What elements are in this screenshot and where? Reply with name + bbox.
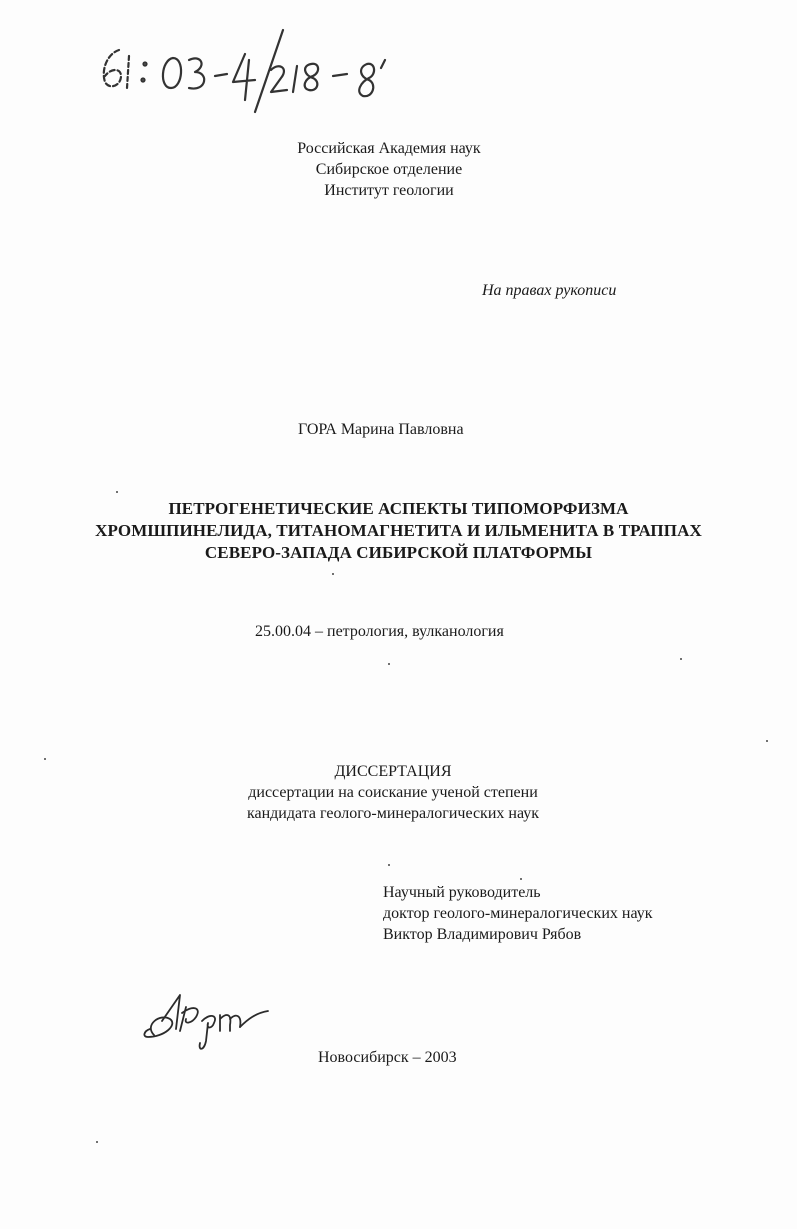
scan-speck bbox=[680, 658, 682, 660]
title-line-3: СЕВЕРО-ЗАПАДА СИБИРСКОЙ ПЛАТФОРМЫ bbox=[204, 543, 593, 562]
dissertation-degree: кандидата геолого-минералогических наук bbox=[246, 805, 540, 822]
scan-speck bbox=[388, 663, 390, 665]
institution-name: Институт геологии bbox=[324, 182, 454, 199]
scan-speck bbox=[388, 864, 390, 866]
title-line-2: ХРОМШПИНЕЛИДА, ТИТАНОМАГНЕТИТА И ИЛЬМЕНИТА В ТРАППАХ bbox=[95, 521, 702, 540]
scan-speck bbox=[520, 878, 522, 880]
institution-academy: Российская Академия наук bbox=[297, 140, 481, 157]
scan-speck bbox=[332, 573, 334, 575]
supervisor-label: Научный руководитель bbox=[383, 884, 541, 901]
scan-speck bbox=[96, 1141, 98, 1143]
supervisor-name: Виктор Владимирович Рябов bbox=[383, 926, 582, 943]
place-year: Новосибирск – 2003 bbox=[318, 1049, 457, 1066]
specialty-code: 25.00.04 – петрология, вулканология bbox=[255, 623, 504, 640]
supervisor-degree: доктор геолого-минералогических наук bbox=[383, 905, 653, 922]
scan-speck bbox=[44, 758, 46, 760]
dissertation-heading: ДИССЕРТАЦИЯ bbox=[334, 763, 452, 780]
institution-branch: Сибирское отделение bbox=[315, 161, 463, 178]
dissertation-purpose: диссертации на соискание ученой степени bbox=[248, 784, 538, 801]
handwritten-archive-code bbox=[85, 20, 455, 130]
author-name: ГОРА Марина Павловна bbox=[298, 421, 464, 438]
title-line-1: ПЕТРОГЕНЕТИЧЕСКИЕ АСПЕКТЫ ТИПОМОРФИЗМА bbox=[168, 499, 629, 518]
author-signature bbox=[140, 985, 280, 1065]
manuscript-note: На правах рукописи bbox=[482, 282, 617, 299]
scan-speck bbox=[766, 740, 768, 742]
scan-speck bbox=[116, 491, 118, 493]
